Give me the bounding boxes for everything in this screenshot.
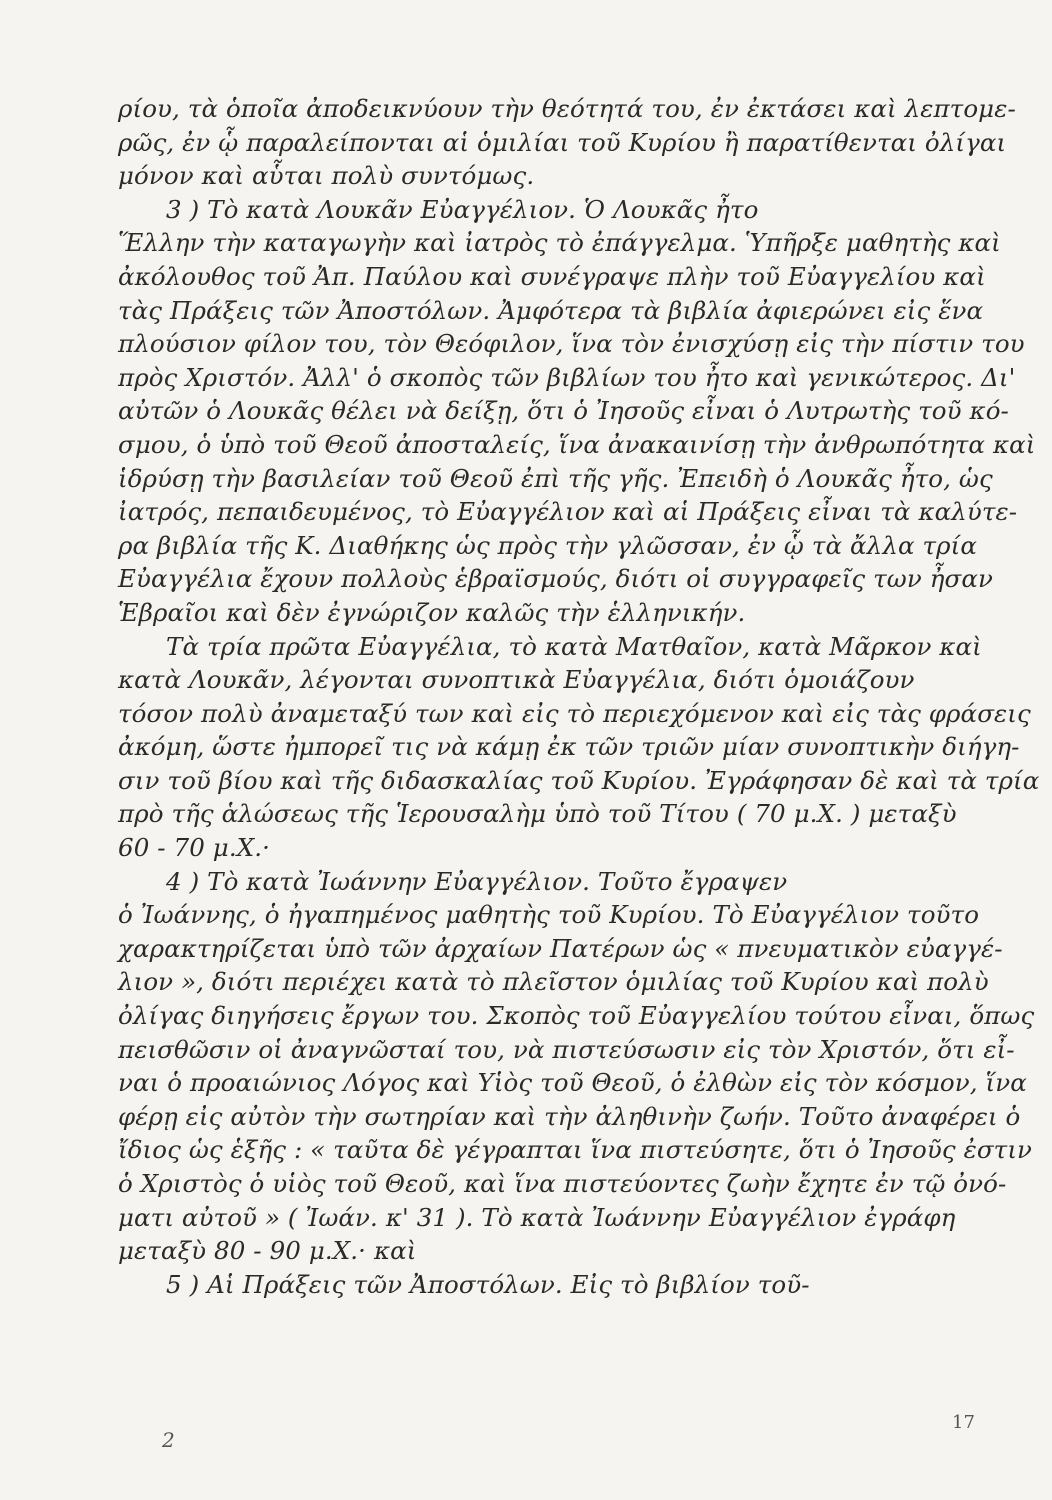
text-line: ἱδρύσῃ τὴν βασιλείαν τοῦ Θεοῦ ἐπὶ τῆς γῆς. Ἐπειδὴ ὁ Λουκᾶς ἦτο, ὡς: [118, 463, 993, 493]
text-line: σμου, ὁ ὑπὸ τοῦ Θεοῦ ἀποσταλείς, ἵνα ἀνακαινίσῃ τὴν ἀνθρωπότητα καὶ: [118, 429, 1036, 459]
text-line: Ἑβραῖοι καὶ δὲν ἐγνώριζον καλῶς τὴν ἑλληνικήν.: [118, 597, 746, 627]
text-line: ἴδιος ὡς ἑξῆς : « ταῦτα δὲ γέγραπται ἵνα πιστεύσητε, ὅτι ὁ Ἰησοῦς ἐστιν: [118, 1135, 1033, 1165]
text-line: τὰς Πράξεις τῶν Ἀποστόλων. Ἀμφότερα τὰ βιβλία ἀφιερώνει εἰς ἕνα: [118, 295, 984, 325]
text-line: φέρῃ εἰς αὐτὸν τὴν σωτηρίαν καὶ τὴν ἀληθινὴν ζωήν. Τοῦτο ἀναφέρει ὁ: [118, 1101, 1021, 1131]
section-heading-john: 4 ) Τὸ κατὰ Ἰωάννην Εὐαγγέλιον. Τοῦτο ἔγραψεν: [166, 866, 788, 896]
text-line: χαρακτηρίζεται ὑπὸ τῶν ἀρχαίων Πατέρων ὡς « πνευματικὸν εὐαγγέ-: [118, 933, 1003, 963]
text-line: τόσον πολὺ ἀναμεταξύ των καὶ εἰς τὸ περιεχόμενον καὶ εἰς τὰς φράσεις: [118, 698, 1031, 728]
paragraph-start: Τὰ τρία πρῶτα Εὐαγγέλια, τὸ κατὰ Ματθαῖον, κατὰ Μᾶρκον καὶ: [166, 631, 982, 661]
text-line: πλούσιον φίλον του, τὸν Θεόφιλον, ἵνα τὸν ἐνισχύσῃ εἰς τὴν πίστιν του: [118, 329, 1025, 359]
text-line: μεταξὺ 80 - 90 μ.Χ.· καὶ: [118, 1236, 417, 1266]
text-line: αὐτῶν ὁ Λουκᾶς θέλει νὰ δείξῃ, ὅτι ὁ Ἰησοῦς εἶναι ὁ Λυτρωτὴς τοῦ κό-: [118, 396, 1009, 426]
text-line: πρὸ τῆς ἁλώσεως τῆς Ἱερουσαλὴμ ὑπὸ τοῦ Τίτου ( 70 μ.Χ. ) μεταξὺ: [118, 799, 957, 829]
text-line: λιον », διότι περιέχει κατὰ τὸ πλεῖστον ὁμιλίας τοῦ Κυρίου καὶ πολὺ: [118, 967, 989, 997]
text-line: πεισθῶσιν οἱ ἀναγνῶσταί του, νὰ πιστεύσωσιν εἰς τὸν Χριστόν, ὅτι εἶ-: [118, 1034, 1015, 1064]
text-line: ναι ὁ προαιώνιος Λόγος καὶ Υἱὸς τοῦ Θεοῦ, ὁ ἐλθὼν εἰς τὸν κόσμον, ἵνα: [118, 1068, 1027, 1098]
body-text: [118, 92, 1040, 1301]
text-line: ματι αὐτοῦ » ( Ἰωάν. κ' 31 ). Τὸ κατὰ Ἰωάννην Εὐαγγέλιον ἐγράφη: [118, 1202, 956, 1232]
text-line: ἀκόμη, ὥστε ἠμπορεῖ τις νὰ κάμῃ ἐκ τῶν τριῶν μίαν συνοπτικὴν διήγη-: [118, 732, 1020, 762]
text-line: σιν τοῦ βίου καὶ τῆς διδασκαλίας τοῦ Κυρίου. Ἐγράφησαν δὲ καὶ τὰ τρία: [118, 765, 1040, 795]
text-line: κατὰ Λουκᾶν, λέγονται συνοπτικὰ Εὐαγγέλια, διότι ὁμοιάζουν: [118, 665, 915, 695]
page-number: 17: [952, 1412, 975, 1433]
text-line: ρῶς, ἐν ᾧ παραλείπονται αἱ ὁμιλίαι τοῦ Κυρίου ἢ παρατίθενται ὀλίγαι: [118, 127, 1007, 157]
text-line: Ἕλλην τὴν καταγωγὴν καὶ ἰατρὸς τὸ ἐπάγγελμα. Ὑπῆρξε μαθητὴς καὶ: [118, 228, 1001, 258]
text-line: ὁ Ἰωάννης, ὁ ἠγαπημένος μαθητὴς τοῦ Κυρίου. Τὸ Εὐαγγέλιον τοῦτο: [118, 900, 980, 930]
section-heading-acts: 5 ) Αἱ Πράξεις τῶν Ἀποστόλων. Εἰς τὸ βιβλίον τοῦ-: [166, 1269, 810, 1299]
text-line: ἰατρός, πεπαιδευμένος, τὸ Εὐαγγέλιον καὶ αἱ Πράξεις εἶναι τὰ καλύτε-: [118, 497, 1018, 527]
text-line: ὁ Χριστὸς ὁ υἱὸς τοῦ Θεοῦ, καὶ ἵνα πιστεύοντες ζωὴν ἔχητε ἐν τῷ ὀνό-: [118, 1169, 1007, 1198]
text-line: πρὸς Χριστόν. Ἀλλ' ὁ σκοπὸς τῶν βιβλίων του ἦτο καὶ γενικώτερος. Δι': [118, 362, 1016, 392]
text-line: ἀκόλουθος τοῦ Ἀπ. Παύλου καὶ συνέγραψε πλὴν τοῦ Εὐαγγελίου καὶ: [118, 261, 986, 291]
text-line: Εὐαγγέλια ἔχουν πολλοὺς ἑβραϊσμούς, διότι οἱ συγγραφεῖς των ἦσαν: [118, 564, 993, 594]
text-line: 60 - 70 μ.Χ.·: [118, 833, 271, 863]
text-line: ρίου, τὰ ὁποῖα ἀποδεικνύουν τὴν θεότητά του, ἐν ἐκτάσει καὶ λεπτομε-: [118, 94, 1016, 123]
section-heading-luke: 3 ) Τὸ κατὰ Λουκᾶν Εὐαγγέλιον. Ὁ Λουκᾶς ἦτο: [166, 194, 759, 224]
text-line: ρα βιβλία τῆς Κ. Διαθήκης ὡς πρὸς τὴν γλῶσσαν, ἐν ᾧ τὰ ἄλλα τρία: [118, 530, 977, 560]
text-line: ὀλίγας διηγήσεις ἔργων του. Σκοπὸς τοῦ Εὐαγγελίου τούτου εἶναι, ὅπως: [118, 1001, 1035, 1031]
text-line: μόνον καὶ αὗται πολὺ συντόμως.: [118, 161, 535, 191]
signature-mark: 2: [162, 1428, 175, 1452]
